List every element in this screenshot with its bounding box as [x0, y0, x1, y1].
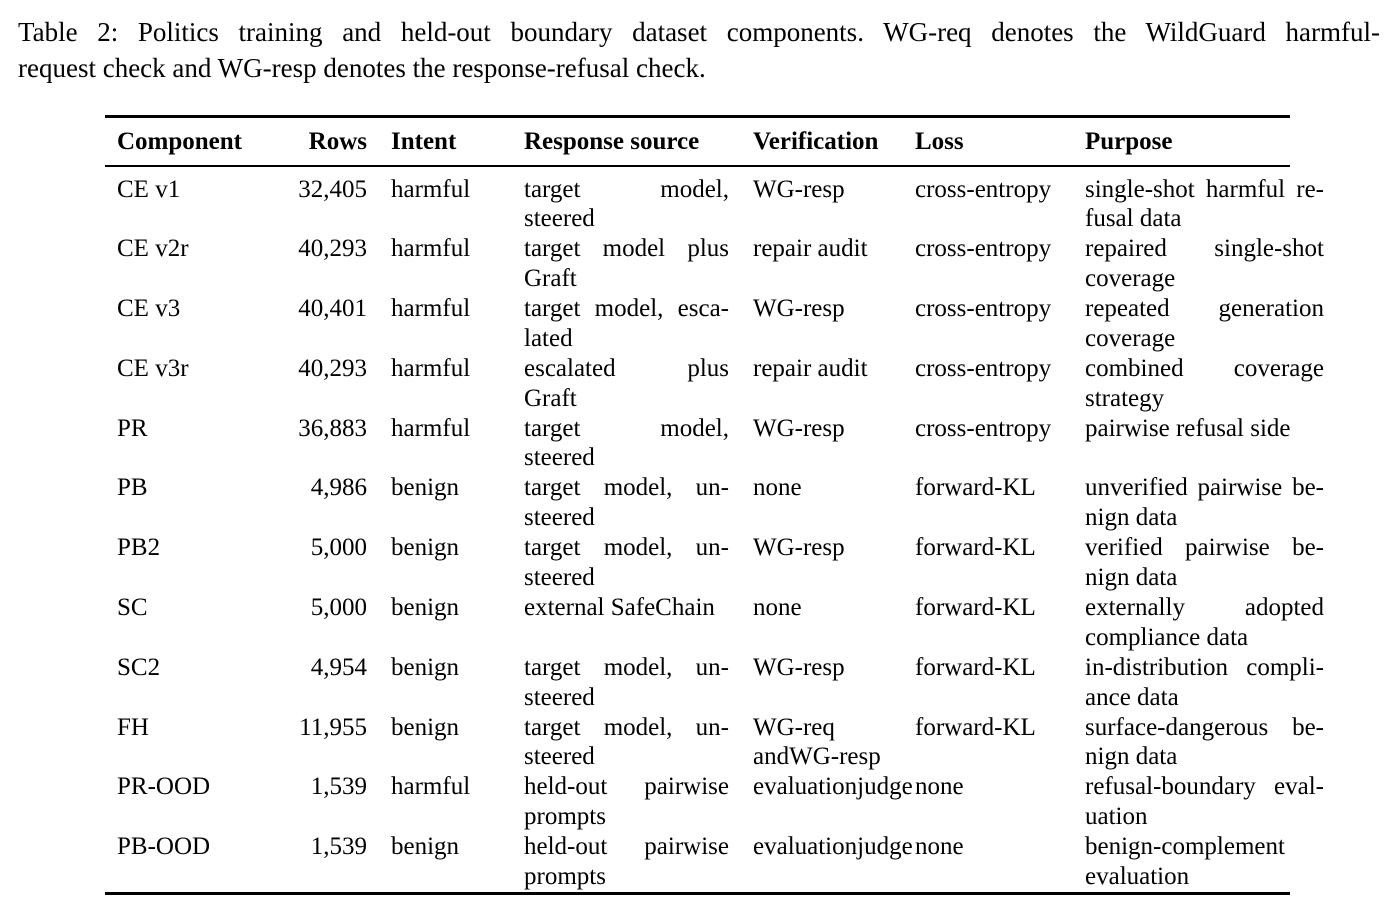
- cell-response-source-line: Graft: [524, 384, 577, 412]
- cell-response-source: [500, 713, 729, 773]
- cell-purpose-line: refusal-boundary eval-: [1085, 773, 1324, 801]
- cell-response-source-line: steered: [524, 205, 595, 233]
- caption-line-1: Table 2: Politics training and held-out boundary dataset components. WG-req denotes the WildGuard harmful-: [18, 17, 1380, 47]
- cell-purpose-line: evaluation: [1085, 863, 1190, 891]
- cell-intent: harmful: [391, 414, 471, 442]
- cell-purpose: [1061, 533, 1324, 593]
- cell-response-source: [500, 234, 729, 294]
- cell-loss: none: [915, 773, 964, 801]
- cell-purpose-line: single-shot harmful re-: [1085, 175, 1324, 203]
- cell-rows: 1,539: [310, 773, 367, 801]
- cell-response-source-line: held-out pairwise: [524, 833, 729, 861]
- cell-verification-line: evaluation: [753, 773, 858, 801]
- table-row: [105, 294, 1324, 354]
- cell-purpose-line: ance data: [1085, 683, 1179, 711]
- cell-purpose: [1061, 234, 1324, 294]
- cell-purpose-line: verified pairwise be-: [1085, 534, 1324, 562]
- cell-verification: [729, 414, 891, 474]
- cell-loss: none: [915, 833, 964, 861]
- cell-verification: [729, 167, 891, 235]
- cell-response-source: [500, 473, 729, 533]
- cell-verification: [729, 473, 891, 533]
- cell-verification-line: judge: [857, 833, 913, 861]
- cell-response-source-line: steered: [524, 444, 595, 472]
- cell-purpose: [1061, 414, 1324, 474]
- table-header-row: [105, 118, 1324, 165]
- cell-rows: 1,539: [310, 833, 367, 861]
- cell-verification-line: WG-resp: [753, 414, 845, 442]
- cell-purpose: [1061, 772, 1324, 832]
- cell-purpose-line: in-distribution compli-: [1085, 653, 1324, 681]
- cell-component: CE v3: [117, 295, 181, 323]
- cell-response-source-line: target model, esca-: [524, 295, 729, 323]
- table-row: [105, 772, 1324, 832]
- table-row: [105, 593, 1324, 653]
- cell-rows: 32,405: [298, 175, 367, 203]
- cell-purpose: [1061, 713, 1324, 773]
- table-row: [105, 713, 1324, 773]
- cell-verification: [729, 713, 891, 773]
- table-bottom-rule: [105, 892, 1290, 895]
- cell-response-source-line: prompts: [524, 863, 606, 891]
- table-row: [105, 354, 1324, 414]
- cell-purpose-line: repaired single-shot: [1085, 235, 1324, 263]
- header-verification: Verification: [753, 128, 879, 155]
- cell-response-source-line: target model,: [524, 175, 729, 203]
- cell-verification-line: judge: [857, 773, 913, 801]
- cell-purpose-line: repeated generation: [1085, 295, 1324, 323]
- cell-intent: benign: [391, 653, 460, 681]
- cell-purpose-line: nign data: [1085, 564, 1178, 592]
- cell-purpose: [1061, 294, 1324, 354]
- cell-response-source: [500, 167, 729, 235]
- cell-purpose-line: strategy: [1085, 384, 1165, 412]
- cell-loss: forward-KL: [915, 474, 1036, 502]
- cell-response-source: [500, 653, 729, 713]
- table-row: [105, 234, 1324, 294]
- cell-verification-line: WG-resp: [753, 653, 845, 681]
- cell-response-source-line: external SafeChain: [524, 594, 715, 622]
- cell-rows: 5,000: [310, 534, 367, 562]
- cell-response-source-line: steered: [524, 743, 595, 771]
- table-row: [105, 832, 1324, 892]
- table-row: [105, 414, 1324, 474]
- cell-purpose: [1061, 354, 1324, 414]
- cell-verification: [729, 832, 913, 892]
- cell-rows: 40,401: [298, 295, 367, 323]
- table-row: [105, 167, 1324, 235]
- cell-verification-line: WG-resp: [753, 295, 845, 323]
- header-rows: Rows: [308, 128, 367, 155]
- cell-response-source-line: target model, un-: [524, 653, 729, 681]
- cell-loss: cross-entropy: [915, 175, 1052, 203]
- cell-verification-line: WG-resp: [753, 534, 845, 562]
- cell-purpose-line: pairwise refusal side: [1085, 414, 1291, 442]
- cell-verification: [729, 772, 913, 832]
- cell-loss: forward-KL: [915, 534, 1036, 562]
- cell-purpose-line: combined coverage: [1085, 354, 1324, 382]
- table-row: [105, 533, 1324, 593]
- cell-rows: 11,955: [299, 713, 367, 741]
- cell-component: PR-OOD: [117, 773, 211, 801]
- cell-purpose-line: uation: [1085, 803, 1148, 831]
- cell-loss: cross-entropy: [915, 295, 1052, 323]
- cell-component: PR: [117, 414, 148, 442]
- cell-loss: cross-entropy: [915, 354, 1052, 382]
- table-caption: [18, 14, 1380, 86]
- cell-intent: harmful: [391, 354, 471, 382]
- cell-response-source: [500, 294, 729, 354]
- cell-response-source-line: held-out pairwise: [524, 773, 729, 801]
- cell-verification-line: none: [753, 594, 802, 622]
- cell-component: SC: [117, 594, 148, 622]
- cell-intent: benign: [391, 534, 460, 562]
- cell-loss: cross-entropy: [915, 414, 1052, 442]
- cell-verification: [729, 294, 891, 354]
- header-purpose: Purpose: [1085, 128, 1173, 155]
- cell-component: CE v1: [117, 175, 181, 203]
- header-loss: Loss: [915, 128, 964, 155]
- cell-loss: forward-KL: [915, 594, 1036, 622]
- cell-response-source-line: lated: [524, 324, 573, 352]
- cell-response-source-line: escalated plus: [524, 354, 729, 382]
- dataset-components-table: [105, 115, 1324, 895]
- cell-purpose-line: unverified pairwise be-: [1085, 474, 1324, 502]
- cell-component: SC2: [117, 653, 161, 681]
- cell-purpose-line: nign data: [1085, 743, 1178, 771]
- cell-intent: benign: [391, 713, 460, 741]
- cell-loss: forward-KL: [915, 653, 1036, 681]
- cell-purpose: [1061, 167, 1324, 235]
- cell-loss: forward-KL: [915, 713, 1036, 741]
- header-response-source: Response source: [524, 128, 700, 155]
- cell-verification-line: WG-req and: [753, 713, 835, 771]
- header-component: Component: [117, 128, 243, 155]
- cell-rows: 5,000: [310, 594, 367, 622]
- cell-component: FH: [117, 713, 149, 741]
- cell-loss: cross-entropy: [915, 235, 1052, 263]
- cell-purpose: [1061, 473, 1324, 533]
- cell-purpose-line: externally adopted: [1085, 594, 1324, 622]
- cell-response-source-line: target model, un-: [524, 534, 729, 562]
- cell-verification: [729, 653, 891, 713]
- table-row: [105, 653, 1324, 713]
- cell-response-source-line: steered: [524, 683, 595, 711]
- cell-response-source: [500, 593, 729, 653]
- cell-component: PB2: [117, 534, 161, 562]
- caption-line-2: request check and WG-resp denotes the response-refusal check.: [18, 53, 706, 83]
- cell-response-source-line: target model,: [524, 414, 729, 442]
- cell-response-source-line: steered: [524, 564, 595, 592]
- cell-purpose-line: surface-dangerous be-: [1085, 713, 1324, 741]
- cell-intent: harmful: [391, 235, 471, 263]
- cell-purpose-line: nign data: [1085, 504, 1178, 532]
- cell-component: PB-OOD: [117, 833, 211, 861]
- cell-verification: [729, 533, 891, 593]
- cell-verification-line: evaluation: [753, 833, 858, 861]
- cell-intent: harmful: [391, 773, 471, 801]
- cell-intent: harmful: [391, 175, 471, 203]
- cell-rows: 4,986: [310, 474, 367, 502]
- cell-component: PB: [117, 474, 148, 502]
- cell-verification-line: WG-resp: [789, 743, 881, 771]
- cell-component: CE v3r: [117, 354, 189, 382]
- cell-response-source: [500, 414, 729, 474]
- cell-rows: 40,293: [298, 235, 367, 263]
- cell-purpose: [1061, 832, 1324, 892]
- table-row: [105, 473, 1324, 533]
- cell-intent: benign: [391, 833, 460, 861]
- cell-rows: 40,293: [298, 354, 367, 382]
- cell-verification-line: repair audit: [753, 354, 868, 382]
- cell-response-source: [500, 533, 729, 593]
- cell-intent: benign: [391, 594, 460, 622]
- cell-purpose-line: benign-complement: [1085, 833, 1285, 861]
- cell-purpose-line: coverage: [1085, 324, 1176, 352]
- cell-purpose-line: coverage: [1085, 265, 1176, 293]
- cell-purpose-line: fusal data: [1085, 205, 1182, 233]
- cell-response-source-line: Graft: [524, 265, 577, 293]
- cell-verification: [729, 234, 891, 294]
- cell-component: CE v2r: [117, 235, 189, 263]
- cell-response-source: [500, 772, 729, 832]
- cell-rows: 4,954: [310, 653, 367, 681]
- cell-verification: [729, 593, 891, 653]
- cell-purpose: [1061, 593, 1324, 653]
- cell-response-source-line: prompts: [524, 803, 606, 831]
- cell-verification-line: WG-resp: [753, 175, 845, 203]
- cell-intent: harmful: [391, 295, 471, 323]
- cell-purpose: [1061, 653, 1324, 713]
- cell-response-source-line: target model, un-: [524, 713, 729, 741]
- cell-response-source-line: target model plus: [524, 235, 729, 263]
- cell-purpose-line: compliance data: [1085, 623, 1249, 651]
- cell-response-source-line: target model, un-: [524, 474, 729, 502]
- cell-rows: 36,883: [298, 414, 367, 442]
- cell-verification-line: none: [753, 474, 802, 502]
- cell-response-source: [500, 354, 729, 414]
- cell-verification: [729, 354, 891, 414]
- cell-verification-line: repair audit: [753, 235, 868, 263]
- header-intent: Intent: [391, 128, 457, 155]
- cell-intent: benign: [391, 474, 460, 502]
- cell-response-source-line: steered: [524, 504, 595, 532]
- cell-response-source: [500, 832, 729, 892]
